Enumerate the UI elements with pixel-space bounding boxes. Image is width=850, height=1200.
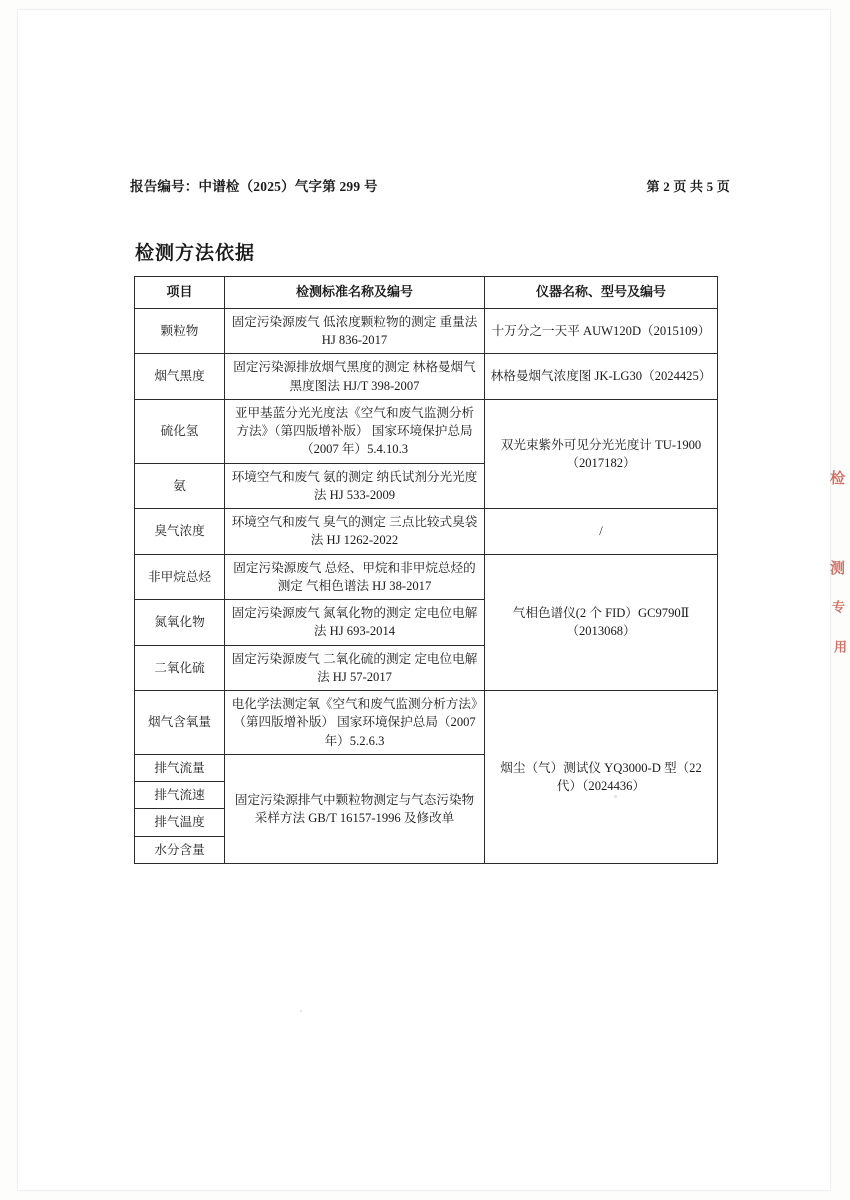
method-basis-table <box>134 276 718 864</box>
row-instrument: / <box>485 509 718 555</box>
table-header-row <box>135 277 718 309</box>
row-item: 水分含量 <box>135 836 225 863</box>
table-row <box>135 509 718 555</box>
red-stamp-fragment-2: 测 <box>828 560 844 575</box>
row-standard: 固定污染源废气 总烃、甲烷和非甲烷总烃的测定 气相色谱法 HJ 38-2017 <box>225 554 485 600</box>
table-row <box>135 308 718 354</box>
red-stamp-fragment-1: 检 <box>827 469 845 487</box>
row-standard: 环境空气和废气 臭气的测定 三点比较式臭袋法 HJ 1262-2022 <box>225 509 485 555</box>
table-row <box>135 354 718 400</box>
row-item: 颗粒物 <box>135 308 225 354</box>
row-standard: 固定污染源废气 低浓度颗粒物的测定 重量法 HJ 836-2017 <box>225 308 485 354</box>
row-standard-grouped: 固定污染源排气中颗粒物测定与气态污染物采样方法 GB/T 16157-1996 及修改单 <box>225 754 485 863</box>
row-item: 硫化氢 <box>135 399 225 463</box>
row-item: 烟气黑度 <box>135 354 225 400</box>
table-row <box>135 554 718 600</box>
red-stamp-fragment-3: 专 <box>830 600 845 613</box>
row-instrument: 双光束紫外可见分光光度计 TU-1900（2017182） <box>485 399 718 508</box>
row-standard: 固定污染源废气 二氧化硫的测定 定电位电解法 HJ 57-2017 <box>225 645 485 691</box>
row-item: 烟气含氧量 <box>135 691 225 755</box>
row-standard: 环境空气和废气 氨的测定 纳氏试剂分光光度法 HJ 533-2009 <box>225 463 485 509</box>
report-number: 报告编号：中谱检（2025）气字第 299 号 <box>130 179 378 194</box>
row-instrument: 烟尘（气）测试仪 YQ3000-D 型（22 代）（2024436） <box>485 691 718 864</box>
row-standard: 亚甲基蓝分光光度法《空气和废气监测分析方法》（第四版增补版） 国家环境保护总局（2007 年）5.4.10.3 <box>225 399 485 463</box>
row-item: 臭气浓度 <box>135 509 225 555</box>
paper-speck <box>614 795 617 798</box>
paper-speck <box>300 1010 302 1012</box>
row-item: 非甲烷总烃 <box>135 554 225 600</box>
row-standard: 固定污染源废气 氮氧化物的测定 定电位电解法 HJ 693-2014 <box>225 600 485 646</box>
row-item: 氮氧化物 <box>135 600 225 646</box>
page-header <box>130 175 730 195</box>
red-stamp-fragment-4: 用 <box>832 640 847 653</box>
column-header-item: 项目 <box>135 277 225 309</box>
row-instrument: 林格曼烟气浓度图 JK-LG30（2024425） <box>485 354 718 400</box>
row-item: 排气温度 <box>135 809 225 836</box>
row-standard: 电化学法测定氧《空气和废气监测分析方法》（第四版增补版） 国家环境保护总局（2007 年）5.2.6.3 <box>225 691 485 755</box>
column-header-instrument: 仪器名称、型号及编号 <box>485 277 718 309</box>
row-standard: 固定污染源排放烟气黑度的测定 林格曼烟气黑度图法 HJ/T 398-2007 <box>225 354 485 400</box>
row-instrument: 气相色谱仪(2 个 FID）GC9790Ⅱ（2013068） <box>485 554 718 691</box>
row-instrument: 十万分之一天平 AUW120D（2015109） <box>485 308 718 354</box>
row-item: 排气流量 <box>135 754 225 781</box>
row-item: 氨 <box>135 463 225 509</box>
section-title: 检测方法依据 <box>135 243 256 264</box>
table-row <box>135 691 718 755</box>
column-header-standard: 检测标准名称及编号 <box>225 277 485 309</box>
table-row <box>135 399 718 463</box>
page-number: 第 2 页 共 5 页 <box>646 179 730 194</box>
row-item: 二氧化硫 <box>135 645 225 691</box>
row-item: 排气流速 <box>135 782 225 809</box>
